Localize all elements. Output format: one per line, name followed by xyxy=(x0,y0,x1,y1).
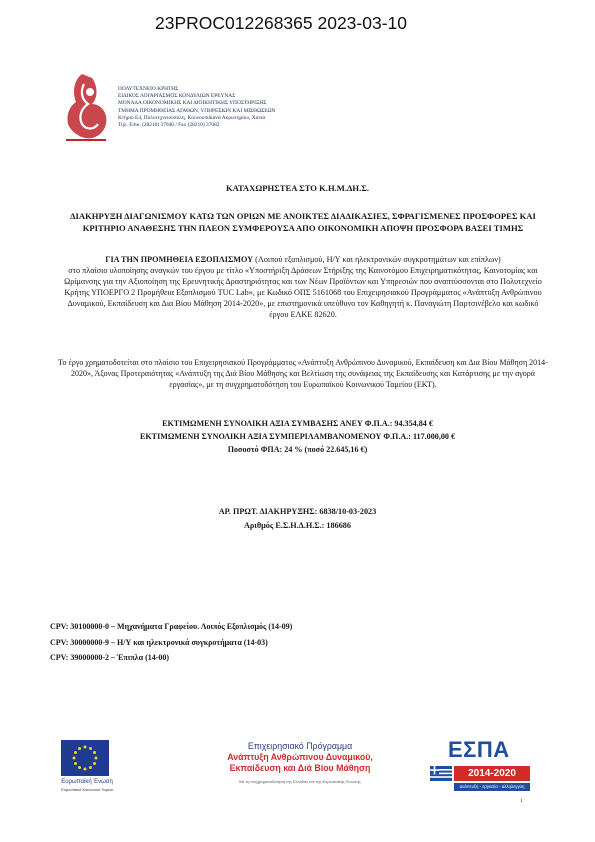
cpv-item: CPV: 39000000-2 – Έπιπλα (14-00) xyxy=(50,653,170,662)
university-logo xyxy=(62,70,110,144)
espa-years: 2014-2020 xyxy=(454,766,530,781)
cpv-list xyxy=(50,619,292,666)
funding-text: Το έργο χρηματοδοτείται στο πλαίσιο του Επιχειρησιακού Προγράμματος «Ανάπτυξη Ανθρώπινου Δυναμικού, Εκπαίδευση και Δια Βίου Μάθηση 2014-2020», Άξονας Προτεραιότητας «Ανάπτυξη της Διά Βίου Μάθησης και Βελτίωση της συνάφειας της Εκπαίδευσης και Κατάρτισης με την αγορά εργασίας», με τη συγχρηματοδότηση του Ευρωπαϊκού Κοινωνικού Ταμείου (ΕΚΤ). xyxy=(58,358,548,389)
section-title: ΚΑΤΑΧΩΡΗΣΤΕΑ ΣΤΟ Κ.Η.Μ.ΔΗ.Σ. xyxy=(225,183,370,193)
greek-flag-icon xyxy=(430,766,452,781)
header-line: ΜΟΝΑΔΑ ΟΙΚΟΝΟΜΙΚΗΣ ΚΑΙ ΔΙΟΙΚΗΤΙΚΗΣ ΥΠΟΣΤΗΡΙΞΗΣ xyxy=(118,100,267,107)
program-line-1: Επιχειρησιακό Πρόγραμμα xyxy=(247,741,353,751)
eu-star-icon xyxy=(84,768,87,771)
eu-flag-icon xyxy=(61,740,109,776)
header-line: Τηλ. Επικ. (28210) 37040 / Fax (28210) 37082 xyxy=(118,122,220,129)
supply-heading-note: (Λοιπού εξοπλισμού, Η/Υ και ηλεκτρονικών συγκροτημάτων και επίπλων) xyxy=(255,255,501,264)
eu-star-icon xyxy=(78,747,81,750)
cpv-item: CPV: 30000000-9 – Η/Υ και ηλεκτρονικά συγκροτήματα (14-03) xyxy=(50,637,268,647)
espa-logo xyxy=(430,737,530,795)
eu-star-icon xyxy=(89,766,92,769)
tender-title: ΔΙΑΚΗΡΥΞΗ ΔΙΑΓΩΝΙΣΜΟΥ ΚΑΤΩ ΤΩΝ ΟΡΙΩΝ ΜΕ ΑΝΟΙΚΤΕΣ ΔΙΑΔΙΚΑΣΙΕΣ, ΣΦΡΑΓΙΣΜΕΝΕΣ ΠΡΟΣΦΟΡΕΣ ΚΑΙ ΚΡΙΤΗΡΙΟ ΑΝΑΘΕΣΗΣ ΤΗΝ ΠΛΕΟΝ ΣΥΜΦΕΡΟΥΣΑ ΑΠΟ ΟΙΚΟΝΟΜΙΚΗ ΑΠΟΨΗ ΠΡΟΣΦΟΡΑ ΒΑΣΕΙ ΤΙΜΗΣ xyxy=(70,211,536,233)
institution-header xyxy=(118,86,275,129)
page-number: 1 xyxy=(520,798,523,804)
supply-block xyxy=(58,254,548,320)
contract-values xyxy=(0,417,595,456)
operational-program-logo xyxy=(205,741,395,784)
value-with-vat: ΕΚΤΙΜΩΜΕΝΗ ΣΥΝΟΛΙΚΗ ΑΞΙΑ ΣΥΜΠΕΡΙΛΑΜΒΑΝΟΜΕΝΟΥ Φ.Π.Α.: 117.000,00 € xyxy=(139,432,456,441)
reference-block xyxy=(0,505,595,533)
eu-logo xyxy=(55,740,119,800)
vat-rate: Ποσοστό ΦΠΑ: 24 % (ποσό 22.645,16 €) xyxy=(227,445,368,454)
eu-star-icon xyxy=(93,762,96,765)
eu-star-icon xyxy=(95,757,98,760)
program-line-2: Ανάπτυξη Ανθρώπινου Δυναμικού, xyxy=(227,752,373,762)
eu-star-icon xyxy=(93,751,96,754)
cpv-item: CPV: 30100000-0 – Μηχανήματα Γραφείου. Λοιπός Εξοπλισμός (14-09) xyxy=(50,622,293,631)
document-id: 23PROC012268365 2023-03-10 xyxy=(155,13,407,33)
espa-wordmark: ΕΣΠΑ xyxy=(448,737,510,762)
eu-star-icon xyxy=(78,766,81,769)
header-line: ΠΟΛΥΤΕΧΝΕΙΟ ΚΡΗΤΗΣ xyxy=(118,86,179,92)
eu-sublabel: Ευρωπαϊκό Κοινωνικό Ταμείο xyxy=(61,787,113,792)
program-note: Με τη συγχρηματοδότηση της Ελλάδας και της Ευρωπαϊκής Ένωσης xyxy=(239,779,361,784)
supply-heading: ΓΙΑ ΤΗΝ ΠΡΟΜΗΘΕΙΑ ΕΞΟΠΛΙΣΜΟΥ xyxy=(105,255,254,264)
program-line-3: Εκπαίδευση και Διά Βίου Μάθηση xyxy=(229,763,371,773)
header-line: Κτήριο Ε4, Πολυτεχνειούπολη, Κουνουπιδιανά Ακρωτηρίου, Χανιά xyxy=(118,114,266,121)
supply-text: στο πλαίσιο υλοποίησης αναγκών του έργου με τίτλο «Υποστήριξη Δράσεων Στήριξης της Καινοτόμου Επιχειρηματικότητας, Καινοτομίας και Ωρίμανσης για την Αξιοποίηση της Ερευνητικής Δραστηριότητας και των Νέων Προϊόντων και Υπηρεσιών που αναπτύσσονται στο Πολυτεχνείο Κρήτης ΥΠΟΕΡΓΟ 2 Προμήθεια Εξοπλισμού TUC Lab», με Κωδικό ΟΠΣ 5161068 του Επιχειρησιακού Προγράμματος «Ανάπτυξη Ανθρώπινου Δυναμικού, Εκπαίδευση και Δια Βίου Μάθηση 2014-2020», με επιστημονικά υπεύθυνο τον Καθηγητή κ. Παναγιώτη Παρτσινέβελο και κωδικό έργου ΕΛΚΕ 82620. xyxy=(64,266,542,319)
eu-label: Ευρωπαϊκή Ένωση xyxy=(61,779,113,785)
header-line: ΤΜΗΜΑ ΠΡΟΜΗΘΕΙΑΣ ΑΓΑΘΩΝ, ΥΠΗΡΕΣΙΩΝ ΚΑΙ ΜΙΣΘΩΣΕΩΝ xyxy=(118,107,276,114)
eu-star-icon xyxy=(74,762,77,765)
value-without-vat: ΕΚΤΙΜΩΜΕΝΗ ΣΥΝΟΛΙΚΗ ΑΞΙΑ ΣΥΜΒΑΣΗΣ ΑΝΕΥ Φ.Π.Α.: 94.354,84 € xyxy=(162,419,433,428)
protocol-number: ΑΡ. ΠΡΩΤ. ΔΙΑΚΗΡΥΞΗΣ: 6838/10-03-2023 xyxy=(218,507,377,516)
esidis-number: Αριθμός Ε.Σ.Η.Δ.Η.Σ.: 186686 xyxy=(244,521,351,530)
header-line: ΕΙΔΙΚΟΣ ΛΟΓΑΡΙΑΣΜΟΣ ΚΟΝΔΥΛΙΩΝ ΕΡΕΥΝΑΣ xyxy=(118,93,236,100)
eu-star-icon xyxy=(74,751,77,754)
eu-star-icon xyxy=(73,757,76,760)
espa-tagline: ανάπτυξη - εργασία - αλληλεγγύη xyxy=(454,783,530,791)
eu-star-icon xyxy=(84,746,87,749)
eu-star-icon xyxy=(89,747,92,750)
